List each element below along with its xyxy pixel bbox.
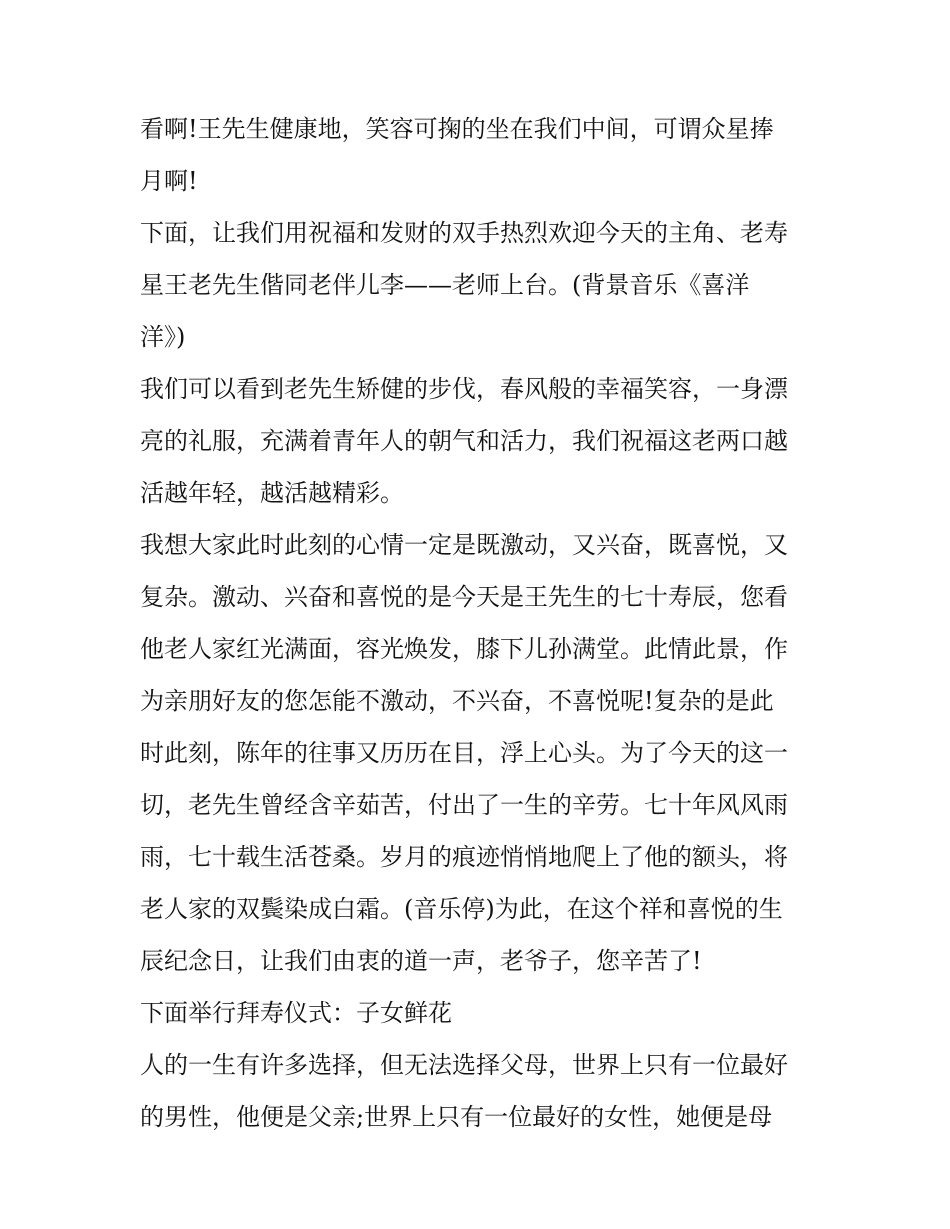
text-line-2: 月啊! <box>140 167 198 195</box>
text-line-1: 看啊!王先生健康地，笑容可掬的坐在我们中间，可谓众星捧 <box>140 115 774 143</box>
text-line-3: 下面，让我们用祝福和发财的双手热烈欢迎今天的主角、老寿 <box>140 219 788 247</box>
text-line-5: 洋》) <box>140 323 186 351</box>
text-line-13: 时此刻，陈年的往事又历历在目，浮上心头。为了今天的这一 <box>140 739 788 767</box>
document-body <box>140 103 812 1143</box>
text-line-4: 星王老先生偕同老伴儿李——老师上台。(背景音乐《喜洋 <box>140 271 750 299</box>
text-line-10: 复杂。激动、兴奋和喜悦的是今天是王先生的七十寿辰，您看 <box>140 583 788 611</box>
text-line-16: 老人家的双鬓染成白霜。(音乐停)为此，在这个祥和喜悦的生 <box>140 895 783 923</box>
text-line-18: 下面举行拜寿仪式：子女鲜花 <box>140 999 452 1027</box>
text-line-12: 为亲朋好友的您怎能不激动，不兴奋，不喜悦呢!复杂的是此 <box>140 687 774 715</box>
text-line-7: 亮的礼服，充满着青年人的朝气和活力，我们祝福这老两口越 <box>140 427 788 455</box>
text-line-9: 我想大家此时此刻的心情一定是既激动，又兴奋，既喜悦，又 <box>140 531 788 559</box>
text-line-14: 切，老先生曾经含辛茹苦，付出了一生的辛劳。七十年风风雨 <box>140 791 788 819</box>
text-line-8: 活越年轻，越活越精彩。 <box>140 479 404 507</box>
text-line-6: 我们可以看到老先生矫健的步伐，春风般的幸福笑容，一身漂 <box>140 375 788 403</box>
text-line-17: 辰纪念日，让我们由衷的道一声，老爷子，您辛苦了! <box>140 947 702 975</box>
text-line-15: 雨，七十载生活苍桑。岁月的痕迹悄悄地爬上了他的额头，将 <box>140 843 788 871</box>
text-line-19: 人的一生有许多选择，但无法选择父母，世界上只有一位最好 <box>140 1051 788 1079</box>
text-line-20: 的男性，他便是父亲;世界上只有一位最好的女性，她便是母 <box>140 1103 773 1131</box>
text-line-11: 他老人家红光满面，容光焕发，膝下儿孙满堂。此情此景，作 <box>140 635 788 663</box>
